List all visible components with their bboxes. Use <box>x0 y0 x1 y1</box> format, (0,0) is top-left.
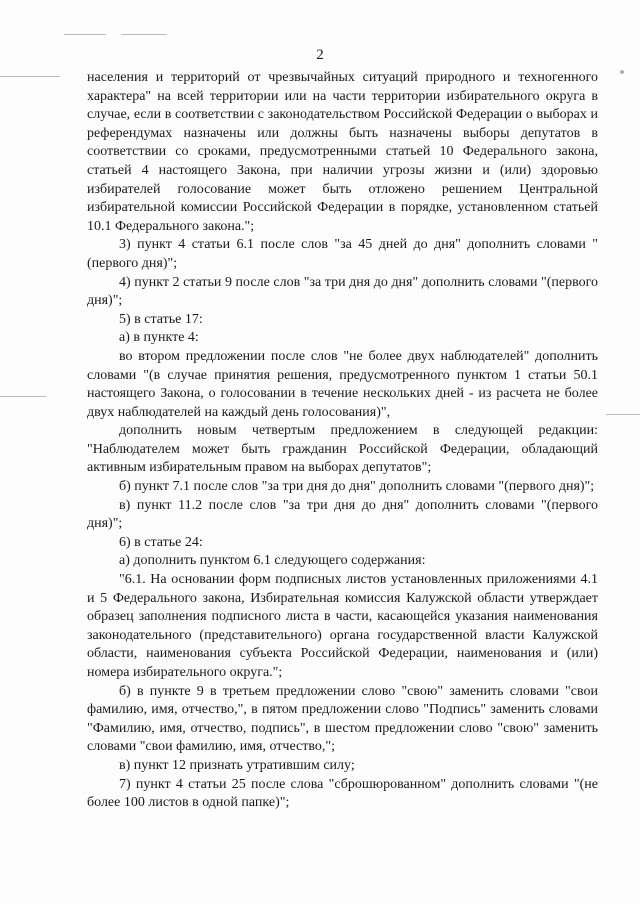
paragraph-item-5a-first: во втором предложении после слов "не более двух наблюдателей" дополнить словами "(в случае принятия решения, предусмотренного пунктом 1 статьи 50.1 настоящего Закона, о голосовании в течение нескольких дней - из расчета не более двух наблюдателей на каждый день голосования)", <box>87 348 598 420</box>
paragraph-item-6a-quote: "6.1. На основании форм подписных листов установленных приложениями 4.1 и 5 Федерального закона, Избирательная комиссия Калужской области утверждает образец заполнения подписного листа в части, касающейся указания наименования законодательного (представительного) органа государственной власти Калужской области, наименования субъекта Российской Федерации, наименования и (или) номера избирательного округа."; <box>87 572 598 680</box>
paragraph-item-6a: а) дополнить пунктом 6.1 следующего содержания: <box>119 553 426 569</box>
paragraph-item-5a: а) в пункте 4: <box>119 330 199 346</box>
paragraph-item-7: 7) пункт 4 статьи 25 после слова "сброшюрованном" дополнить словами "(не более 100 листов в одной папке)"; <box>87 776 598 811</box>
scan-artifact-dot <box>620 70 624 74</box>
scan-artifact-line <box>0 396 46 397</box>
scan-artifact-line <box>606 414 640 415</box>
scan-artifact-line <box>122 34 166 35</box>
paragraph-item-4: 4) пункт 2 статьи 9 после слов "за три дня до дня" дополнить словами "(первого дня)"; <box>87 274 598 309</box>
scan-artifact-line <box>64 34 106 35</box>
paragraph-item-6: 6) в статье 24: <box>119 534 203 550</box>
page-number: 2 <box>316 47 324 63</box>
paragraph-item-3: 3) пункт 4 статьи 6.1 после слов "за 45 дней до дня" дополнить словами "(первого дня)"; <box>87 237 598 271</box>
paragraph-item-5: 5) в статье 17: <box>119 311 203 327</box>
paragraph-item-5v: в) пункт 11.2 после слов "за три дня до дня" дополнить словами "(первого дня)"; <box>87 497 598 532</box>
paragraph-item-5a-second: дополнить новым четвертым предложением в следующей редакции: "Наблюдателем может быть гражданин Российской Федерации, обладающий активным избирательным правом на выборах депутатов"; <box>87 423 598 476</box>
paragraph-item-6b: б) в пункте 9 в третьем предложении слово "свою" заменить словами "свои фамилию, имя, отчество,", в пятом предложении слово "Подпись" заменить словами "Фамилию, имя, отчество, подпись", в шестом предложении слово "свою" заменить словами "свои фамилию, имя, отчество,"; <box>87 683 598 755</box>
paragraph-item-6v: в) пункт 12 признать утратившим силу; <box>119 757 355 773</box>
scan-artifact-line <box>0 76 60 77</box>
document-body <box>87 69 598 813</box>
paragraph-continuation: населения и территорий от чрезвычайных ситуаций природного и техногенного характера" на всей территории или на части территории избирательного округа в случае, если в соответствии с законодательством Российской Федерации о выборах и референдумах назначены или должны быть назначены выборы депутатов в соответствии со сроками, предусмотренными статьей 10 Федерального закона, статьей 4 настоящего Закона, при наличии угрозы жизни и (или) здоровью избирателей голосование может быть отложено решением Центральной избирательной комиссии Российской Федерации в порядке, установленном статьей 10.1 Федерального закона."; <box>87 70 598 234</box>
paragraph-item-5b: б) пункт 7.1 после слов "за три дня до дня" дополнить словами "(первого дня)"; <box>119 479 595 495</box>
